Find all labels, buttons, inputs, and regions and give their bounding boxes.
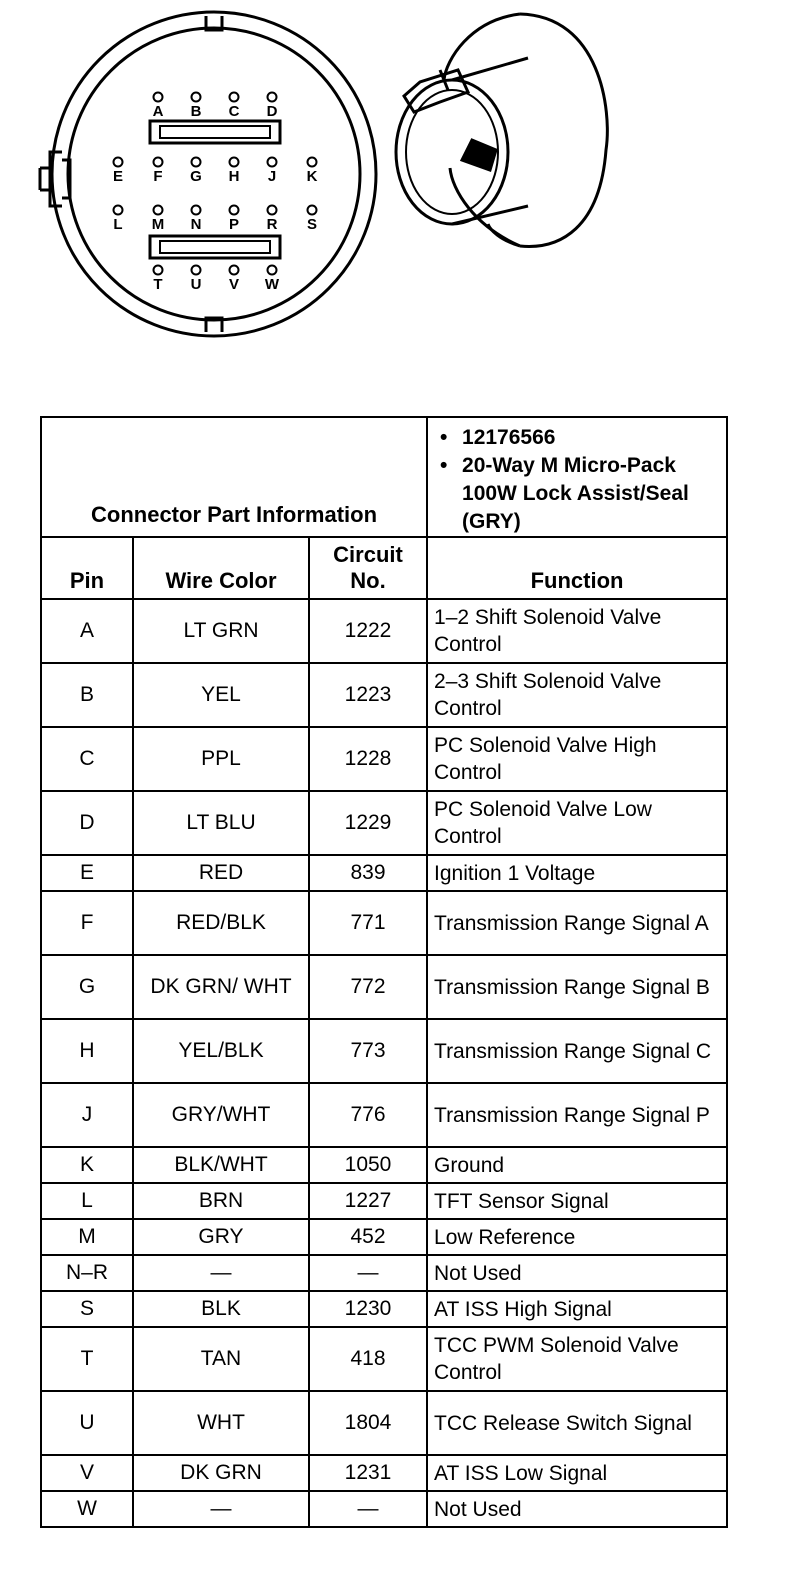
pin-socket [230, 266, 239, 275]
pin-cell: A [41, 599, 133, 663]
pin-cell: V [41, 1455, 133, 1491]
table-row [41, 1147, 727, 1183]
circuit-cell: 1230 [309, 1291, 427, 1327]
function-cell: Ignition 1 Voltage [427, 855, 727, 891]
wire-color-cell: PPL [133, 727, 309, 791]
table-row [41, 1255, 727, 1291]
pin-label: B [190, 103, 202, 120]
table-row [41, 1455, 727, 1491]
circuit-cell: 1223 [309, 663, 427, 727]
circuit-cell: 773 [309, 1019, 427, 1083]
part-number: • 12176566 [434, 424, 720, 452]
connector-pins [113, 93, 318, 294]
wire-color-cell: YEL [133, 663, 309, 727]
pin-cell: L [41, 1183, 133, 1219]
pin-label: V [228, 276, 240, 293]
table-row [41, 791, 727, 855]
table-row [41, 1391, 727, 1455]
connector-side-view [396, 14, 607, 246]
pin-cell: J [41, 1083, 133, 1147]
pin-socket [192, 206, 201, 215]
connector-diagram [0, 0, 800, 400]
pin-socket [154, 93, 163, 102]
pin-socket [230, 206, 239, 215]
table-row [41, 1183, 727, 1219]
header-wire-color: Wire Color [133, 537, 309, 599]
pin-socket [192, 93, 201, 102]
circuit-cell: 1227 [309, 1183, 427, 1219]
function-cell: Ground [427, 1147, 727, 1183]
header-circuit: Circuit No. [309, 537, 427, 599]
table-row [41, 1083, 727, 1147]
pin-socket [230, 158, 239, 167]
wire-color-cell: TAN [133, 1327, 309, 1391]
table-row [41, 599, 727, 663]
circuit-cell: 771 [309, 891, 427, 955]
pin-socket [268, 266, 277, 275]
pin-rows [41, 599, 727, 1527]
pinout-table [40, 416, 728, 1528]
function-cell: PC Solenoid Valve High Control [427, 727, 727, 791]
pin-label: U [190, 276, 202, 293]
table-row [41, 891, 727, 955]
pin-cell: S [41, 1291, 133, 1327]
pin-label: E [112, 168, 124, 185]
circuit-cell: 1222 [309, 599, 427, 663]
pin-label: S [306, 216, 318, 233]
pin-cell: F [41, 891, 133, 955]
wire-color-cell: BLK [133, 1291, 309, 1327]
pin-label: T [153, 276, 163, 293]
pin-socket [192, 266, 201, 275]
table-row [41, 855, 727, 891]
circuit-cell: 452 [309, 1219, 427, 1255]
pin-cell: H [41, 1019, 133, 1083]
pin-label: D [266, 103, 278, 120]
circuit-cell: 772 [309, 955, 427, 1019]
pin-socket [154, 158, 163, 167]
function-cell: Not Used [427, 1255, 727, 1291]
wire-color-cell: YEL/BLK [133, 1019, 309, 1083]
wire-color-cell: BRN [133, 1183, 309, 1219]
header-pin: Pin [41, 537, 133, 599]
circuit-cell: 776 [309, 1083, 427, 1147]
wire-color-cell: BLK/WHT [133, 1147, 309, 1183]
circuit-cell: — [309, 1255, 427, 1291]
pin-socket [308, 158, 317, 167]
circuit-cell: 1231 [309, 1455, 427, 1491]
wire-color-cell: RED/BLK [133, 891, 309, 955]
wire-color-cell: WHT [133, 1391, 309, 1455]
pin-cell: C [41, 727, 133, 791]
circuit-cell: — [309, 1491, 427, 1527]
part-description: • 20-Way M Micro-Pack 100W Lock Assist/Seal (GRY) [434, 452, 720, 536]
circuit-cell: 418 [309, 1327, 427, 1391]
function-cell: Low Reference [427, 1219, 727, 1255]
function-cell: 1–2 Shift Solenoid Valve Control [427, 599, 727, 663]
pin-label: H [228, 168, 240, 185]
pin-label: G [190, 168, 202, 185]
pin-socket [268, 93, 277, 102]
pin-label: C [228, 103, 240, 120]
pin-label: A [152, 103, 164, 120]
table-row [41, 727, 727, 791]
connector-face-view [40, 12, 376, 336]
table-row [41, 1291, 727, 1327]
table-row [41, 1019, 727, 1083]
function-cell: Transmission Range Signal A [427, 891, 727, 955]
pin-socket [308, 206, 317, 215]
wire-color-cell: GRY/WHT [133, 1083, 309, 1147]
wire-color-cell: LT BLU [133, 791, 309, 855]
pin-label: K [306, 168, 318, 185]
circuit-cell: 1229 [309, 791, 427, 855]
pin-socket [268, 158, 277, 167]
table-row [41, 663, 727, 727]
connector-part-info-label: Connector Part Information [41, 417, 427, 537]
pin-cell: T [41, 1327, 133, 1391]
wire-color-cell: GRY [133, 1219, 309, 1255]
table-row [41, 1327, 727, 1391]
circuit-cell: 1228 [309, 727, 427, 791]
wire-color-cell: — [133, 1491, 309, 1527]
table-row [41, 1491, 727, 1527]
pin-label: M [151, 216, 165, 233]
function-cell: AT ISS Low Signal [427, 1455, 727, 1491]
function-cell: Not Used [427, 1491, 727, 1527]
pin-label: P [228, 216, 240, 233]
pin-label: L [113, 216, 123, 233]
function-cell: TCC PWM Solenoid Valve Control [427, 1327, 727, 1391]
pin-cell: N–R [41, 1255, 133, 1291]
pin-socket [154, 266, 163, 275]
pin-cell: B [41, 663, 133, 727]
pin-socket [154, 206, 163, 215]
circuit-cell: 1804 [309, 1391, 427, 1455]
pin-cell: W [41, 1491, 133, 1527]
circuit-cell: 1050 [309, 1147, 427, 1183]
pin-label: J [267, 168, 277, 185]
pin-label: N [190, 216, 202, 233]
pin-label: F [153, 168, 163, 185]
function-cell: Transmission Range Signal B [427, 955, 727, 1019]
function-cell: AT ISS High Signal [427, 1291, 727, 1327]
table-row [41, 955, 727, 1019]
wire-color-cell: DK GRN/ WHT [133, 955, 309, 1019]
table-row [41, 1219, 727, 1255]
pin-socket [268, 206, 277, 215]
wire-color-cell: RED [133, 855, 309, 891]
pin-socket [114, 206, 123, 215]
function-cell: Transmission Range Signal P [427, 1083, 727, 1147]
pin-cell: E [41, 855, 133, 891]
pin-label: R [266, 216, 278, 233]
wire-color-cell: DK GRN [133, 1455, 309, 1491]
pin-socket [230, 93, 239, 102]
pin-cell: D [41, 791, 133, 855]
pin-cell: K [41, 1147, 133, 1183]
pin-cell: M [41, 1219, 133, 1255]
pin-cell: U [41, 1391, 133, 1455]
function-cell: 2–3 Shift Solenoid Valve Control [427, 663, 727, 727]
wire-color-cell: LT GRN [133, 599, 309, 663]
header-function: Function [427, 537, 727, 599]
function-cell: PC Solenoid Valve Low Control [427, 791, 727, 855]
pin-cell: G [41, 955, 133, 1019]
function-cell: TFT Sensor Signal [427, 1183, 727, 1219]
pin-label: W [264, 276, 280, 293]
circuit-cell: 839 [309, 855, 427, 891]
function-cell: TCC Release Switch Signal [427, 1391, 727, 1455]
wire-color-cell: — [133, 1255, 309, 1291]
connector-part-info [427, 417, 727, 537]
pin-socket [114, 158, 123, 167]
pin-socket [192, 158, 201, 167]
function-cell: Transmission Range Signal C [427, 1019, 727, 1083]
